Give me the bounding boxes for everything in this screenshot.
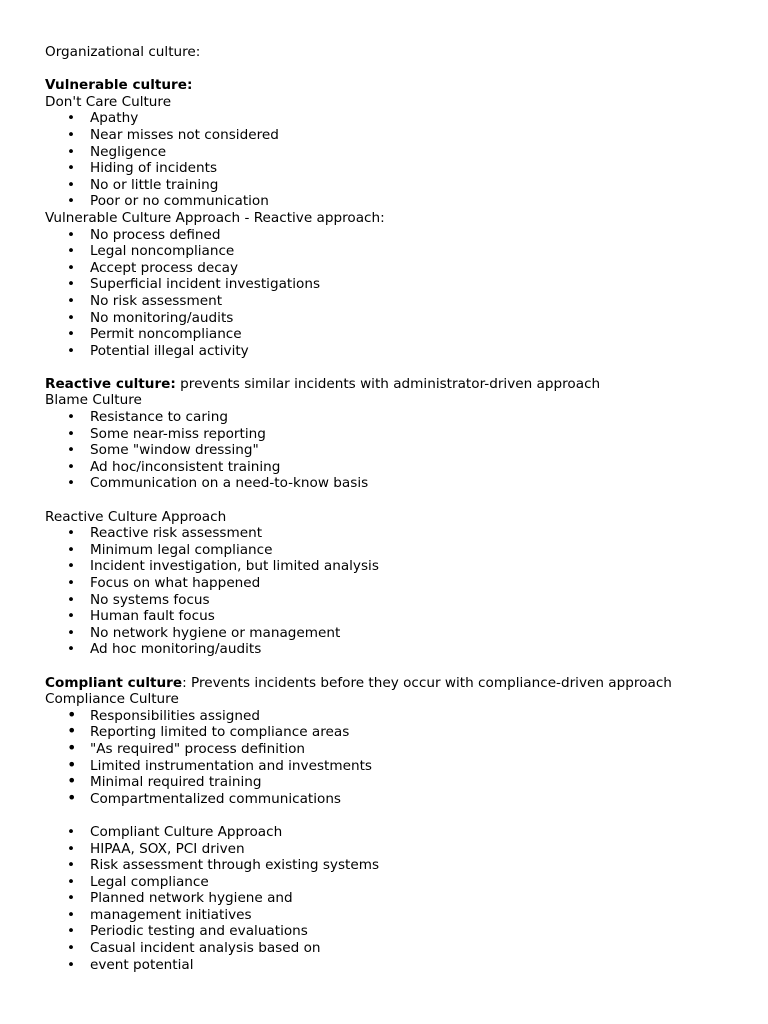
bullet-icon: •	[67, 823, 76, 840]
list-item	[45, 771, 745, 791]
list-item	[45, 857, 745, 874]
list-item	[45, 787, 745, 808]
list-item	[45, 426, 745, 443]
bullet-icon: •	[67, 754, 77, 774]
list-item-text: Minimal required training	[90, 774, 262, 791]
list-item	[45, 704, 745, 725]
list-item	[45, 475, 745, 492]
list-item-text: Hiding of incidents	[90, 160, 218, 177]
list-item-text: Compliant Culture Approach	[90, 823, 283, 840]
list-item-text: Legal compliance	[90, 873, 209, 890]
list-item	[45, 144, 745, 161]
bullet-icon: •	[67, 226, 76, 243]
list-item-text: Minimum legal compliance	[90, 541, 273, 558]
list-item-text: Permit noncompliance	[90, 326, 242, 343]
list-item	[45, 923, 745, 940]
list-item-text: Casual incident analysis based on	[90, 940, 321, 957]
spacer	[45, 61, 745, 78]
compliant-culture-description: : Prevents incidents before they occur with compliance-driven approach	[182, 674, 672, 691]
bullet-icon: •	[67, 873, 76, 890]
bullet-icon: •	[67, 857, 76, 874]
list-item	[45, 721, 745, 741]
list-item-text: Reactive risk assessment	[90, 525, 263, 542]
vulnerable-culture-subtitle: Don't Care Culture	[45, 93, 172, 110]
bullet-icon: •	[67, 276, 76, 293]
compliant-culture-title-text: Compliant culture	[45, 674, 183, 691]
bullet-icon: •	[67, 425, 76, 442]
list-item	[45, 940, 745, 957]
list-item	[45, 824, 745, 841]
list-item-text: "As required" process definition	[90, 740, 306, 757]
list-item	[45, 542, 745, 559]
list-item	[45, 592, 745, 609]
bullet-icon: •	[67, 956, 76, 973]
list-item-text: Human fault focus	[90, 608, 215, 625]
bullet-icon: •	[67, 409, 76, 426]
vulnerable-culture-title-text: Vulnerable culture:	[45, 77, 193, 94]
list-item-text: No process defined	[90, 226, 221, 243]
list-item	[45, 575, 745, 592]
compliant-culture-title	[45, 675, 745, 692]
bullet-icon: •	[67, 721, 77, 741]
bullet-icon: •	[67, 541, 76, 558]
list-item-text: Risk assessment through existing systems	[90, 857, 380, 874]
bullet-icon: •	[67, 890, 76, 907]
list-item	[45, 558, 745, 575]
bullet-icon: •	[67, 923, 76, 940]
bullet-icon: •	[67, 309, 76, 326]
reactive-culture-list	[45, 409, 745, 492]
reactive-approach-list	[45, 525, 745, 658]
list-item-text: Compartmentalized communications	[90, 790, 342, 807]
list-item	[45, 890, 745, 907]
list-item	[45, 343, 745, 360]
document-page	[45, 44, 745, 973]
list-item-text: Near misses not considered	[90, 126, 279, 143]
bullet-icon: •	[67, 292, 76, 309]
list-item-text: Responsibilities assigned	[90, 707, 261, 724]
reactive-approach-title: Reactive Culture Approach	[45, 508, 227, 525]
reactive-culture-title	[45, 376, 745, 393]
bullet-icon: •	[67, 624, 76, 641]
bullet-icon: •	[67, 475, 76, 492]
list-item	[45, 177, 745, 194]
list-item	[45, 907, 745, 924]
bullet-icon: •	[67, 787, 77, 807]
vulnerable-culture-title	[45, 77, 745, 94]
list-item-text: Poor or no communication	[90, 193, 269, 210]
list-item-text: Focus on what happened	[90, 575, 261, 591]
list-item	[45, 293, 745, 310]
vulnerable-culture-list	[45, 110, 745, 210]
list-item	[45, 754, 745, 775]
list-item	[45, 957, 745, 974]
list-item	[45, 326, 745, 343]
list-item-text: No monitoring/audits	[90, 309, 234, 326]
bullet-icon: •	[67, 342, 76, 359]
bullet-icon: •	[67, 641, 76, 658]
list-item	[45, 641, 745, 658]
bullet-icon: •	[67, 176, 76, 193]
list-item-text: Reporting limited to compliance areas	[90, 724, 350, 741]
list-item	[45, 409, 745, 426]
list-item-text: Ad hoc monitoring/audits	[90, 641, 262, 658]
vulnerable-approach-title: Vulnerable Culture Approach - Reactive approach:	[45, 209, 385, 226]
list-item	[45, 127, 745, 144]
bullet-icon: •	[67, 326, 76, 343]
list-item	[45, 110, 745, 127]
list-item-text: management initiatives	[90, 906, 252, 923]
list-item-text: Ad hoc/inconsistent training	[90, 458, 281, 475]
spacer	[45, 658, 745, 675]
bullet-icon: •	[67, 771, 77, 791]
list-item-text: Accept process decay	[90, 259, 239, 276]
bullet-icon: •	[67, 243, 76, 260]
list-item	[45, 260, 745, 277]
list-item	[45, 841, 745, 858]
reactive-culture-subtitle: Blame Culture	[45, 392, 142, 409]
list-item-text: Resistance to caring	[90, 409, 228, 426]
list-item-text: Planned network hygiene and	[90, 890, 293, 907]
list-item	[45, 160, 745, 177]
compliant-culture-subtitle: Compliance Culture	[45, 691, 179, 708]
bullet-icon: •	[67, 940, 76, 957]
bullet-icon: •	[67, 143, 76, 160]
list-item-text: Legal noncompliance	[90, 243, 235, 260]
list-item-text: Some near-miss reporting	[90, 425, 266, 442]
bullet-icon: •	[67, 110, 76, 127]
bullet-icon: •	[67, 737, 77, 757]
spacer	[45, 807, 745, 824]
list-item	[45, 276, 745, 293]
document-heading: Organizational culture:	[45, 44, 201, 60]
list-item	[45, 459, 745, 476]
bullet-icon: •	[67, 906, 76, 923]
list-item-text: Potential illegal activity	[90, 342, 249, 359]
list-item	[45, 310, 745, 327]
bullet-icon: •	[67, 704, 77, 724]
list-item-text: No network hygiene or management	[90, 624, 341, 641]
bullet-icon: •	[67, 160, 76, 177]
list-item-text: No risk assessment	[90, 292, 223, 309]
spacer	[45, 359, 745, 376]
list-item-text: No systems focus	[90, 591, 210, 608]
reactive-culture-description: prevents similar incidents with administrator-driven approach	[175, 375, 601, 392]
vulnerable-approach-list	[45, 227, 745, 360]
compliant-culture-list	[45, 704, 745, 808]
compliant-approach-list	[45, 824, 745, 973]
spacer	[45, 492, 745, 509]
list-item	[45, 442, 745, 459]
list-item	[45, 243, 745, 260]
list-item-text: event potential	[90, 956, 194, 973]
bullet-icon: •	[67, 840, 76, 857]
bullet-icon: •	[67, 193, 76, 210]
list-item-text: Incident investigation, but limited analysis	[90, 558, 379, 575]
list-item	[45, 525, 745, 542]
list-item-text: Periodic testing and evaluations	[90, 923, 308, 940]
bullet-icon: •	[67, 458, 76, 475]
list-item-text: Communication on a need-to-know basis	[90, 475, 369, 492]
bullet-icon: •	[67, 608, 76, 625]
bullet-icon: •	[67, 558, 76, 575]
list-item	[45, 625, 745, 642]
list-item-text: Limited instrumentation and investments	[90, 757, 373, 774]
bullet-icon: •	[67, 259, 76, 276]
list-item-text: HIPAA, SOX, PCI driven	[90, 840, 245, 857]
list-item	[45, 608, 745, 625]
reactive-culture-title-text: Reactive culture:	[45, 375, 176, 392]
bullet-icon: •	[67, 525, 76, 542]
list-item	[45, 193, 745, 210]
list-item	[45, 227, 745, 244]
list-item-text: Some "window dressing"	[90, 442, 259, 459]
list-item	[45, 874, 745, 891]
bullet-icon: •	[67, 126, 76, 143]
bullet-icon: •	[67, 575, 76, 591]
list-item-text: No or little training	[90, 176, 219, 193]
list-item-text: Negligence	[90, 143, 167, 160]
list-item	[45, 737, 745, 758]
list-item-text: Superficial incident investigations	[90, 276, 321, 293]
list-item-text: Apathy	[90, 110, 139, 127]
bullet-icon: •	[67, 591, 76, 608]
bullet-icon: •	[67, 442, 76, 459]
